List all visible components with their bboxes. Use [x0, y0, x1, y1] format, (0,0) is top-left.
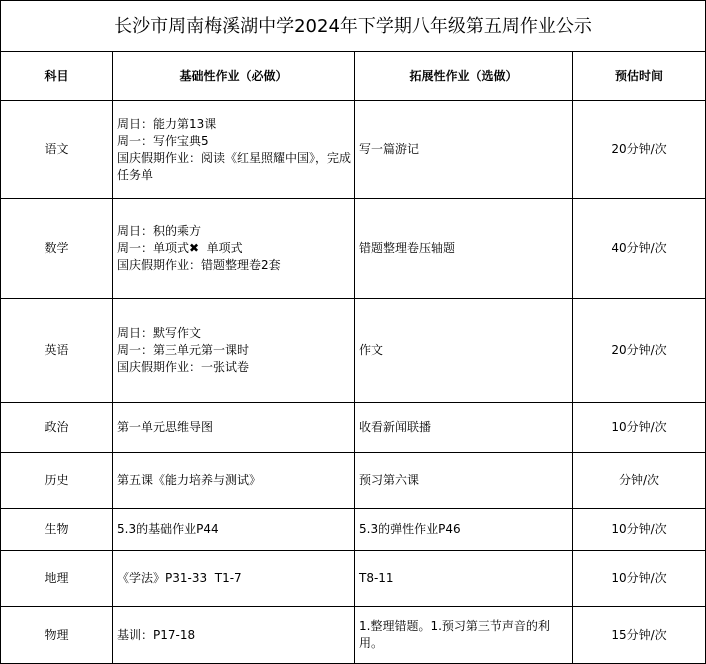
- basic-homework-line: 基训：P17-18: [117, 627, 196, 642]
- table-row: [1, 299, 706, 403]
- estimated-time-cell: 15分钟/次: [573, 607, 706, 664]
- header-extended: 拓展性作业（选做）: [355, 52, 573, 101]
- estimated-time-cell: 分钟/次: [573, 453, 706, 509]
- basic-homework-cell: [113, 607, 355, 664]
- basic-homework-cell: [113, 551, 355, 607]
- table-row: [1, 509, 706, 551]
- extended-homework-cell: 错题整理卷压轴题: [355, 199, 573, 299]
- table-row: [1, 607, 706, 664]
- basic-homework-line: 第五课《能力培养与测试》: [117, 473, 262, 487]
- subject-cell: 历史: [1, 453, 113, 509]
- estimated-time-cell: 10分钟/次: [573, 403, 706, 453]
- basic-homework-line: 国庆假期作业：错题整理卷2套: [117, 258, 281, 272]
- estimated-time-cell: 40分钟/次: [573, 199, 706, 299]
- extended-homework-cell: T8-11: [355, 551, 573, 607]
- subject-cell: 生物: [1, 509, 113, 551]
- subject-cell: 地理: [1, 551, 113, 607]
- extended-homework-cell: 5.3的弹性作业P46: [355, 509, 573, 551]
- basic-homework-cell: [113, 453, 355, 509]
- table-title: 长沙市周南梅溪湖中学2024年下学期八年级第五周作业公示: [1, 1, 706, 52]
- header-time: 预估时间: [573, 52, 706, 101]
- basic-homework-line: 第一单元思维导图: [117, 420, 214, 434]
- basic-homework-line: 《学法》P31-33 T1-7: [117, 571, 242, 585]
- basic-homework-cell: [113, 299, 355, 403]
- header-basic: 基础性作业（必做）: [113, 52, 355, 101]
- extended-homework-cell: 写一篇游记: [355, 101, 573, 199]
- subject-cell: 数学: [1, 199, 113, 299]
- subject-cell: 英语: [1, 299, 113, 403]
- header-subject: 科目: [1, 52, 113, 101]
- basic-homework-line: 国庆假期作业：一张试卷: [117, 360, 250, 374]
- extended-homework-cell: 1.整理错题。1.预习第三节声音的利用。: [355, 607, 573, 664]
- estimated-time-cell: 10分钟/次: [573, 509, 706, 551]
- basic-homework-line: 国庆假期作业：阅读《红星照耀中国》，完成任务单: [117, 150, 352, 182]
- basic-homework-line: 5.3的基础作业P44: [117, 522, 219, 536]
- title-row: [1, 1, 706, 52]
- estimated-time-cell: 10分钟/次: [573, 551, 706, 607]
- basic-homework-line: 周一：第三单元第一课时: [117, 343, 250, 357]
- table-row: [1, 199, 706, 299]
- table-row: [1, 403, 706, 453]
- estimated-time-cell: 20分钟/次: [573, 299, 706, 403]
- subject-cell: 政治: [1, 403, 113, 453]
- table-row: [1, 551, 706, 607]
- basic-homework-line: 周一：写作宝典5: [117, 133, 209, 148]
- estimated-time-cell: 20分钟/次: [573, 101, 706, 199]
- basic-homework-line: 周日：默写作文: [117, 326, 202, 340]
- table-body: [1, 101, 706, 664]
- basic-homework-cell: [113, 509, 355, 551]
- table-row: [1, 101, 706, 199]
- basic-homework-line: 周日：能力第13课: [117, 116, 217, 131]
- extended-homework-cell: 作文: [355, 299, 573, 403]
- subject-cell: 语文: [1, 101, 113, 199]
- table-row: [1, 453, 706, 509]
- basic-homework-cell: [113, 199, 355, 299]
- subject-cell: 物理: [1, 607, 113, 664]
- header-row: [1, 52, 706, 101]
- extended-homework-cell: 预习第六课: [355, 453, 573, 509]
- basic-homework-line: 周日：积的乘方: [117, 224, 202, 238]
- basic-homework-cell: [113, 403, 355, 453]
- basic-homework-cell: [113, 101, 355, 199]
- extended-homework-cell: 收看新闻联播: [355, 403, 573, 453]
- basic-homework-line: 周一：单项式✖ 单项式: [117, 241, 243, 255]
